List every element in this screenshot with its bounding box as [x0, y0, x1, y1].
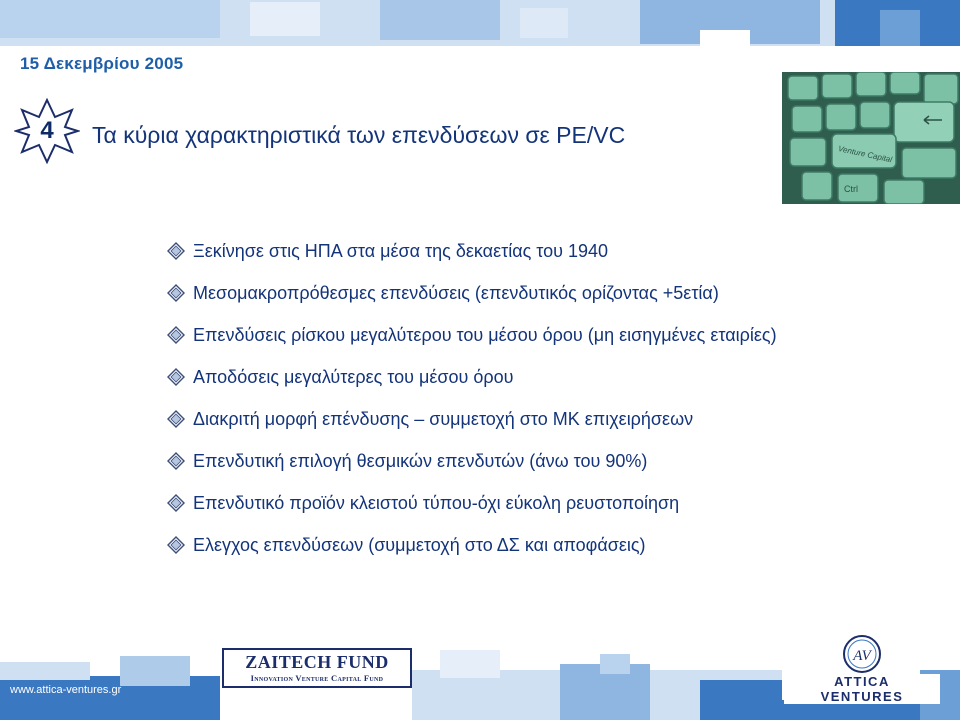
keyboard-key-label: Venture Capital	[837, 144, 893, 165]
attica-seal-icon	[840, 634, 884, 674]
svg-text:AV: AV	[853, 648, 871, 664]
keyboard-image	[782, 72, 960, 204]
zaitech-fund-name: ZAITECH FUND	[245, 652, 389, 672]
list-item	[166, 230, 777, 272]
diamond-bullet-icon	[166, 367, 186, 387]
attica-ventures-logo	[784, 634, 940, 706]
diamond-bullet-icon	[166, 283, 186, 303]
list-item-text: Επενδύσεις ρίσκου μεγαλύτερου του μέσου όρου (μη εισηγμένες εταιρίες)	[193, 324, 777, 345]
website-link[interactable]: www.attica-ventures.gr	[10, 684, 122, 696]
list-item-text: Επενδυτικό προϊόν κλειστού τύπου-όχι εύκολη ρευστοποίηση	[193, 492, 680, 513]
bullet-list	[166, 230, 777, 566]
list-item-text: Επενδυτική επιλογή θεσμικών επενδυτών (άνω του 90%)	[193, 450, 648, 471]
list-item	[166, 524, 777, 566]
list-item-text: Αποδόσεις μεγαλύτερες του μέσου όρου	[193, 366, 514, 387]
attica-name-line2: VENTURES	[784, 689, 940, 704]
diamond-bullet-icon	[166, 325, 186, 345]
list-item	[166, 314, 777, 356]
presentation-date: 15 Δεκεμβρίου 2005	[20, 54, 184, 73]
list-item-text: Ελεγχος επενδύσεων (συμμετοχή στο ΔΣ και αποφάσεις)	[193, 534, 646, 555]
list-item	[166, 356, 777, 398]
diamond-bullet-icon	[166, 535, 186, 555]
list-item	[166, 398, 777, 440]
keyboard-photo	[782, 72, 960, 204]
ctrl-key-label: Ctrl	[844, 184, 858, 194]
zaitech-fund-logo	[222, 648, 412, 688]
diamond-bullet-icon	[166, 241, 186, 261]
page-title: Τα κύρια χαρακτηριστικά των επενδύσεων σε PE/VC	[92, 122, 626, 148]
diamond-bullet-icon	[166, 493, 186, 513]
list-item	[166, 440, 777, 482]
attica-name-line1: ATTICA	[784, 674, 940, 689]
slide-number-badge	[14, 98, 80, 164]
list-item	[166, 482, 777, 524]
diamond-bullet-icon	[166, 409, 186, 429]
list-item-text: Μεσομακροπρόθεσμες επενδύσεις (επενδυτικός ορίζοντας +5ετία)	[193, 282, 719, 303]
list-item-text: Διακριτή μορφή επένδυσης – συμμετοχή στο ΜΚ επιχειρήσεων	[193, 408, 694, 429]
list-item	[166, 272, 777, 314]
zaitech-fund-subtitle: Innovation Venture Capital Fund	[250, 673, 384, 683]
diamond-bullet-icon	[166, 451, 186, 471]
list-item-text: Ξεκίνησε στις ΗΠΑ στα μέσα της δεκαετίας του 1940	[193, 240, 609, 261]
slide-number: 4	[40, 117, 54, 144]
